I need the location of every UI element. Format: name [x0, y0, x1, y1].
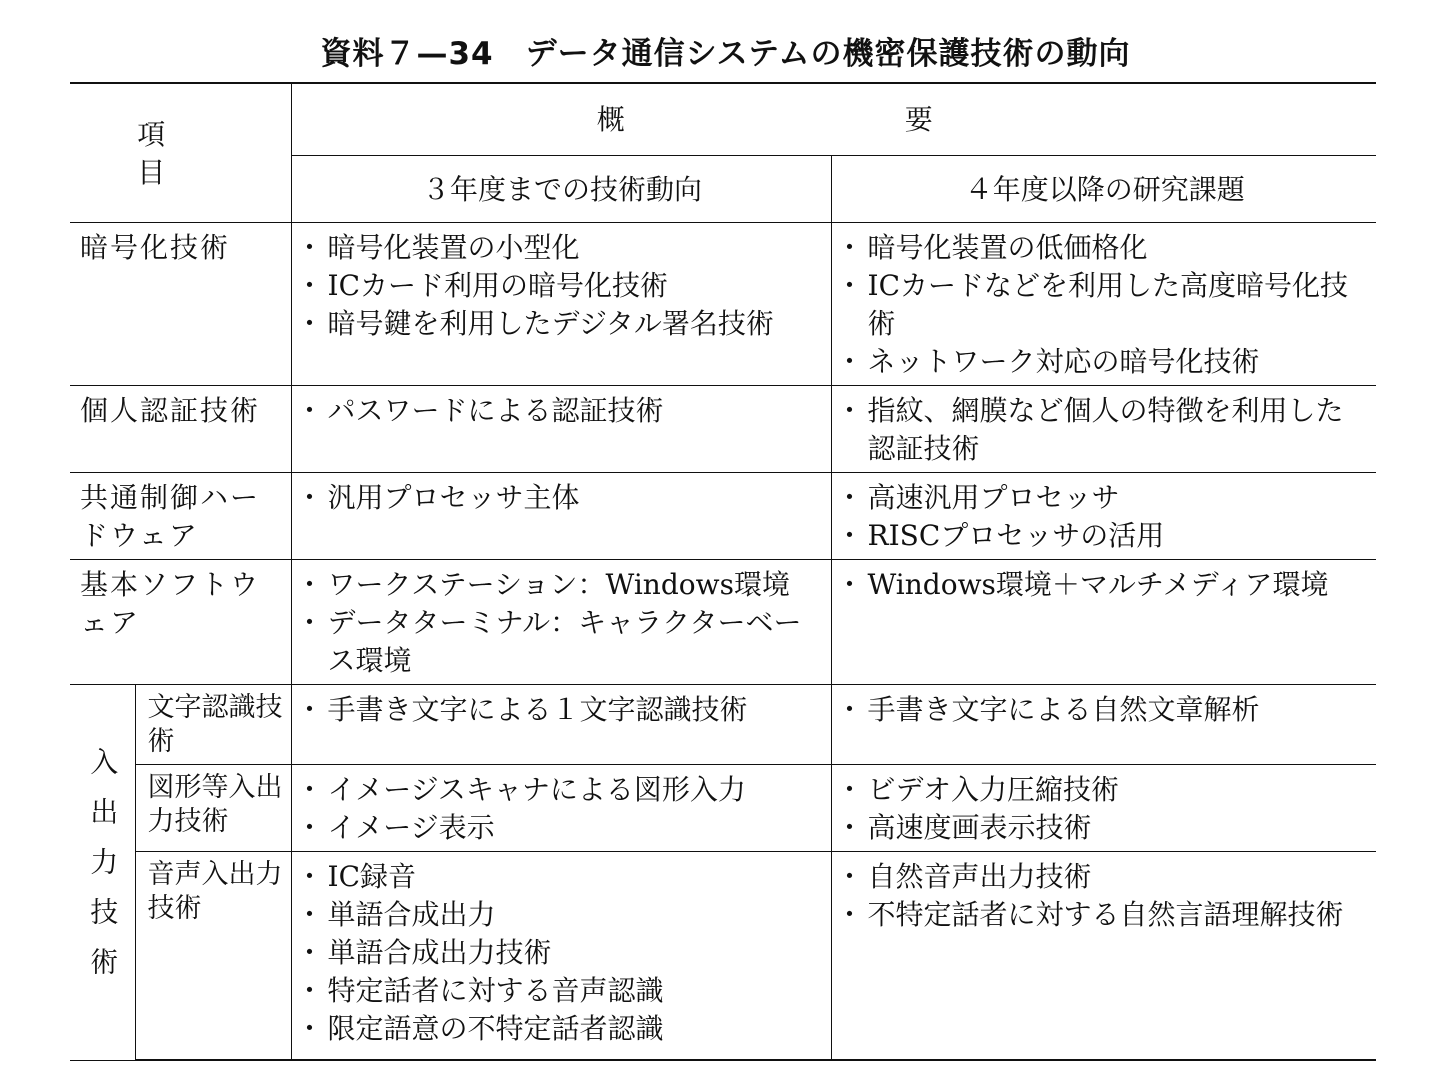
- list-item: ・ 限定語意の不特定話者認識: [302, 1010, 823, 1048]
- current-cell: [291, 385, 831, 472]
- list-item: ・ 単語合成出力技術: [302, 934, 823, 972]
- row-item: 基本ソフトウェア: [70, 559, 291, 684]
- bullet-list: [842, 771, 1369, 847]
- list-item: ・ 暗号化装置の低価格化: [842, 229, 1369, 267]
- list-item: ・ Windows環境＋マルチメディア環境: [842, 566, 1369, 604]
- bullet-list: [302, 229, 823, 343]
- header-outline: 概要: [291, 83, 1376, 155]
- technology-trend-table: [70, 82, 1376, 1061]
- list-item: ・ 単語合成出力: [302, 896, 823, 934]
- future-cell: [831, 559, 1376, 684]
- row-item: 個人認証技術: [70, 385, 291, 472]
- row-item: 暗号化技術: [70, 222, 291, 385]
- bullet-list: [842, 566, 1369, 604]
- list-item: ・ 特定話者に対する音声認識: [302, 972, 823, 1010]
- current-cell: [291, 764, 831, 851]
- table-row: [70, 385, 1376, 472]
- bullet-list: [842, 858, 1369, 934]
- list-item: ・ 不特定話者に対する自然言語理解技術: [842, 896, 1369, 934]
- list-item: ・ パスワードによる認証技術: [302, 392, 823, 430]
- list-item: ・ ICカードなどを利用した高度暗号化技術: [842, 267, 1369, 343]
- future-cell: [831, 764, 1376, 851]
- io-group-label: 入出力技術: [70, 684, 135, 1060]
- row-item: 音声入出力技術: [135, 851, 291, 1060]
- list-item: ・ ビデオ入力圧縮技術: [842, 771, 1369, 809]
- table-row: [70, 472, 1376, 559]
- list-item: ・ 暗号鍵を利用したデジタル署名技術: [302, 305, 823, 343]
- list-item: ・ IC録音: [302, 858, 823, 896]
- list-item: ・ 手書き文字による自然文章解析: [842, 691, 1369, 729]
- bullet-list: [302, 566, 823, 680]
- list-item: ・ ワークステーション：Windows環境: [302, 566, 823, 604]
- row-item: 共通制御ハードウェア: [70, 472, 291, 559]
- list-item: ・ イメージ表示: [302, 809, 823, 847]
- list-item: ・ RISCプロセッサの活用: [842, 517, 1369, 555]
- table-row: [70, 559, 1376, 684]
- row-item: 文字認識技術: [135, 684, 291, 764]
- table-row: [70, 684, 1376, 764]
- table-row: [70, 764, 1376, 851]
- table-row: [70, 851, 1376, 1060]
- list-item: ・ 手書き文字による１文字認識技術: [302, 691, 823, 729]
- bullet-list: [302, 771, 823, 847]
- header-future-research: ４年度以降の研究課題: [831, 155, 1376, 222]
- list-item: ・ 自然音声出力技術: [842, 858, 1369, 896]
- current-cell: [291, 851, 831, 1060]
- list-item: ・ ICカード利用の暗号化技術: [302, 267, 823, 305]
- list-item: ・ データターミナル：キャラクターベース環境: [302, 604, 823, 680]
- bullet-list: [302, 392, 823, 430]
- list-item: ・ 暗号化装置の小型化: [302, 229, 823, 267]
- current-cell: [291, 684, 831, 764]
- bullet-list: [302, 858, 823, 1048]
- header-item: 項目: [70, 83, 291, 222]
- future-cell: [831, 851, 1376, 1060]
- bullet-list: [302, 479, 823, 517]
- page-title: 資料７—34 データ通信システムの機密保護技術の動向: [320, 36, 1131, 72]
- header-current-trends: ３年度までの技術動向: [291, 155, 831, 222]
- list-item: ・ 指紋、網膜など個人の特徴を利用した認証技術: [842, 392, 1369, 468]
- current-cell: [291, 222, 831, 385]
- bullet-list: [842, 479, 1369, 555]
- list-item: ・ イメージスキャナによる図形入力: [302, 771, 823, 809]
- list-item: ・ 汎用プロセッサ主体: [302, 479, 823, 517]
- future-cell: [831, 684, 1376, 764]
- future-cell: [831, 385, 1376, 472]
- bullet-list: [842, 691, 1369, 729]
- future-cell: [831, 222, 1376, 385]
- list-item: ・ 高速汎用プロセッサ: [842, 479, 1369, 517]
- current-cell: [291, 472, 831, 559]
- list-item: ・ 高速度画表示技術: [842, 809, 1369, 847]
- future-cell: [831, 472, 1376, 559]
- bullet-list: [842, 392, 1369, 468]
- current-cell: [291, 559, 831, 684]
- table-row: [70, 222, 1376, 385]
- bullet-list: [302, 691, 823, 729]
- list-item: ・ ネットワーク対応の暗号化技術: [842, 343, 1369, 381]
- bullet-list: [842, 229, 1369, 381]
- row-item: 図形等入出力技術: [135, 764, 291, 851]
